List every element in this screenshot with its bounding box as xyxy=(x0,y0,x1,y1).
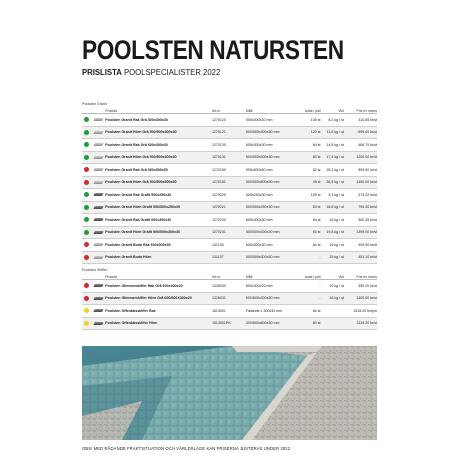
stone-thumbnail-icon xyxy=(93,322,103,325)
dimensions: 500/500x500x50 mm xyxy=(245,180,280,185)
price: 451.10 kr/st xyxy=(358,255,378,260)
dimensions: 500x300x30 mm xyxy=(245,117,273,122)
per-pallet: - xyxy=(319,296,321,301)
dimensions: 300/600x600x30 mm xyxy=(245,321,280,326)
article-number: 1270151 xyxy=(211,180,226,185)
article-number: 1270221 xyxy=(211,205,226,210)
price: 699.00 kr/st xyxy=(358,130,378,135)
stock-status-dot xyxy=(84,283,89,288)
section-title: Poolsten Skiffer xyxy=(82,268,108,272)
header-pall: Antal / pall xyxy=(304,275,321,279)
table-row xyxy=(82,164,377,177)
header-pris: Pris ex moms xyxy=(356,275,378,279)
per-pallet: - xyxy=(319,283,321,288)
header-pall: Antal / pall xyxy=(304,109,321,113)
article-number: 1270220 xyxy=(211,192,226,197)
stone-thumbnail-icon xyxy=(93,156,103,159)
stock-status-dot xyxy=(84,205,89,210)
per-pallet: 60 st xyxy=(312,230,321,235)
dimensions: 600x300x30 mm xyxy=(245,217,273,222)
table-row xyxy=(82,189,377,202)
product-name: Poolsten Granit Rak Grå 600x300x30 xyxy=(105,142,168,147)
article-number: 1270121 xyxy=(211,130,226,135)
stock-status-dot xyxy=(84,130,89,135)
dimensions: 600/600x300x20 mm xyxy=(245,296,280,301)
dimensions: 500/500x300x30 mm xyxy=(245,230,280,235)
weight: 10 kg / st xyxy=(329,283,344,288)
article-number: 1326031 xyxy=(211,296,226,301)
product-name: Poolsten Glimmerskiffer Rak Grå 600x300x20 xyxy=(105,283,183,288)
weight: 16 kg / st xyxy=(329,242,344,247)
product-name: Poolsten Granit Boda Rak 600x300x30 xyxy=(105,242,171,247)
table-row xyxy=(82,280,377,293)
weight: 17,4 kg / st xyxy=(326,155,344,160)
weight: 9,3 kg / st xyxy=(328,192,344,197)
per-pallet: 105 st xyxy=(310,117,321,122)
header-matt: Mått xyxy=(245,109,253,113)
stone-thumbnail-icon xyxy=(93,131,103,134)
article-number: 131137 xyxy=(211,255,224,260)
pool-image xyxy=(82,346,377,440)
header-product: Produkt xyxy=(105,275,117,279)
footer-note: OBS! MED RÅDANDE FRAKTSITUATION OCH VÄRLDSLÄGE KAN PRISERNA JUSTERAS UNDER 2022 xyxy=(82,446,291,451)
stone-thumbnail-icon xyxy=(93,256,103,259)
article-number: 1270130 xyxy=(211,142,226,147)
dimensions: 500x250x30 mm xyxy=(245,192,273,197)
price: 399.20 kr/st xyxy=(358,283,378,288)
per-pallet: 84 st xyxy=(312,217,321,222)
stock-status-dot xyxy=(84,217,89,222)
stock-status-dot xyxy=(84,167,89,172)
price: 373.22 kr/st xyxy=(358,192,378,197)
stock-status-dot xyxy=(84,296,89,301)
stone-thumbnail-icon xyxy=(93,206,103,209)
dimensions: 500/500x300x30 mm xyxy=(245,255,280,260)
table-row xyxy=(82,252,377,265)
product-name: Poolsten Granit Hörn Grafit 500/500x300x30 xyxy=(105,230,180,235)
price: 310.85 kr/st xyxy=(358,117,378,122)
article-number: 1513001 xyxy=(211,308,226,313)
price: 1200.00 kr/st xyxy=(356,155,378,160)
table-row xyxy=(82,214,377,227)
pool-photo xyxy=(82,346,377,440)
table-header xyxy=(82,106,377,114)
stone-thumbnail-icon xyxy=(93,181,103,184)
stone-thumbnail-icon xyxy=(93,143,103,146)
price: 1400.00 kr/st xyxy=(356,296,378,301)
price: 560.35 kr/st xyxy=(358,217,378,222)
page-subtitle xyxy=(82,67,220,77)
stock-status-dot xyxy=(84,180,89,185)
weight: 11,6 kg / st xyxy=(326,130,344,135)
product-name: Poolsten Offerdalsskiffer Hörn xyxy=(105,321,158,326)
table-row xyxy=(82,227,377,240)
article-number: 1270120 xyxy=(211,117,226,122)
stock-status-dot xyxy=(84,255,89,260)
product-name: Poolsten Offerdalsskiffer Rak xyxy=(105,308,156,313)
stone-thumbnail-icon xyxy=(93,193,103,196)
weight: 25,2 kg / st xyxy=(326,167,344,172)
table-row xyxy=(82,202,377,215)
granit-section xyxy=(82,102,377,264)
stone-thumbnail-icon xyxy=(93,309,103,312)
weight: 16 kg / st xyxy=(329,217,344,222)
section-title: Poolsten Granit xyxy=(82,102,107,106)
stone-thumbnail-icon xyxy=(93,168,103,171)
article-number: 1270150 xyxy=(211,167,226,172)
dimensions: 600x300x30 mm xyxy=(245,242,273,247)
dimensions: 600x300x20 mm xyxy=(245,283,273,288)
stone-thumbnail-icon xyxy=(93,218,103,221)
header-art: Art.nr xyxy=(211,275,221,279)
header-vikt: Vikt xyxy=(338,275,344,279)
table-row xyxy=(82,114,377,127)
table-row xyxy=(82,177,377,190)
stone-thumbnail-icon xyxy=(93,243,103,246)
header-pris: Pris ex moms xyxy=(356,109,378,113)
dimensions: 500/500x300x30 mm xyxy=(245,155,280,160)
per-pallet: 45 st xyxy=(312,180,321,185)
per-pallet: 52 st xyxy=(312,167,321,172)
price: 599.00 kr/st xyxy=(358,167,378,172)
dimensions: 600x300x30 mm xyxy=(245,142,273,147)
product-name: Poolsten Granit Hörn Grå 500/500x300x30 xyxy=(105,155,177,160)
per-pallet: 105 st xyxy=(310,192,321,197)
dimensions: 500/500x250x30 mm xyxy=(245,205,280,210)
product-name: Poolsten Granit Rak Grafit 500x250x30 xyxy=(105,192,172,197)
per-pallet: 60 st xyxy=(312,205,321,210)
stone-thumbnail-icon xyxy=(93,284,103,287)
stock-status-dot xyxy=(84,308,89,313)
subtitle-rest: POOLSPECIALISTER 2022 xyxy=(121,67,221,77)
weight: 19,8 kg / st xyxy=(326,230,344,235)
product-name: Poolsten Granit Rak Grå 500x300x30 xyxy=(105,117,168,122)
per-pallet: 80 st xyxy=(312,155,321,160)
table-row xyxy=(82,293,377,306)
product-name: Poolsten Granit Hörn Grafit 500/500x250x30 xyxy=(105,205,180,210)
article-number: 1270231 xyxy=(211,230,226,235)
table-row xyxy=(82,152,377,165)
subtitle-bold: PRISLISTA xyxy=(82,67,122,77)
stock-status-dot xyxy=(84,155,89,160)
per-pallet: 80 st xyxy=(312,321,321,326)
table-row xyxy=(82,239,377,252)
weight: 29 kg / st xyxy=(329,255,344,260)
stock-status-dot xyxy=(84,117,89,122)
product-name: Poolsten Granit Hörn Grå 500/500x300x30 xyxy=(105,130,177,135)
per-pallet: 80 st xyxy=(312,242,321,247)
weight: 8,2 kg / st xyxy=(328,117,344,122)
per-pallet: - xyxy=(319,255,321,260)
table-row xyxy=(82,127,377,140)
article-number: 1270230 xyxy=(211,217,226,222)
article-number: 1270131 xyxy=(211,155,226,160)
article-number: 131136 xyxy=(211,242,224,247)
article-number: 1326030 xyxy=(211,283,226,288)
per-pallet: 80 st xyxy=(312,308,321,313)
skiffer-section xyxy=(82,268,377,330)
weight: 14,8 kg / st xyxy=(326,142,344,147)
weight: 28,9 kg / st xyxy=(326,180,344,185)
price: 466.79 kr/st xyxy=(358,142,378,147)
stone-thumbnail-icon xyxy=(93,231,103,234)
table-row xyxy=(82,305,377,318)
price: 1515.20 kr/lpm xyxy=(353,308,378,313)
page-title: POOLSTEN NATURSTEN xyxy=(82,35,344,65)
per-pallet: 84 st xyxy=(312,142,321,147)
product-name: Poolsten Granit Rak Grafit 600x300x30 xyxy=(105,217,172,222)
stock-status-dot xyxy=(84,192,89,197)
weight: 16 kg / st xyxy=(329,296,344,301)
weight: 16,6 kg / st xyxy=(326,205,344,210)
dimensions: 500x500x50 mm xyxy=(245,167,273,172)
table-row xyxy=(82,139,377,152)
price: 1450.00 kr/st xyxy=(356,180,378,185)
table-header xyxy=(82,272,377,280)
price: 799.00 kr/st xyxy=(358,205,378,210)
stock-status-dot xyxy=(84,321,89,326)
stock-status-dot xyxy=(84,230,89,235)
product-name: Poolsten Granit Hörn Grå 500/500x500x50 xyxy=(105,180,177,185)
product-name: Poolsten Granit Boda Hörn xyxy=(105,255,152,260)
product-name: Poolsten Granit Rak Grå 500x500x50 xyxy=(105,167,168,172)
stock-status-dot xyxy=(84,242,89,247)
stone-thumbnail-icon xyxy=(93,297,103,300)
header-vikt: Vikt xyxy=(338,109,344,113)
price: 1399.00 kr/st xyxy=(356,230,378,235)
price: 405.90 kr/st xyxy=(358,242,378,247)
header-art: Art.nr xyxy=(211,109,221,113)
per-pallet: 120 st xyxy=(310,130,321,135)
header-matt: Mått xyxy=(245,275,253,279)
dimensions: 500/500x300x30 mm xyxy=(245,130,280,135)
product-name: Poolsten Glimmerskiffer Hörn Grå 600/600X300x20 xyxy=(105,296,192,301)
table-row xyxy=(82,318,377,331)
dimensions: Fallande x 300x30 mm xyxy=(245,308,283,313)
article-number: 1513001PK xyxy=(211,321,231,326)
price: 3119.20 kr/st xyxy=(356,321,378,326)
stock-status-dot xyxy=(84,142,89,147)
stone-thumbnail-icon xyxy=(93,118,103,121)
header-product: Produkt xyxy=(105,109,117,113)
